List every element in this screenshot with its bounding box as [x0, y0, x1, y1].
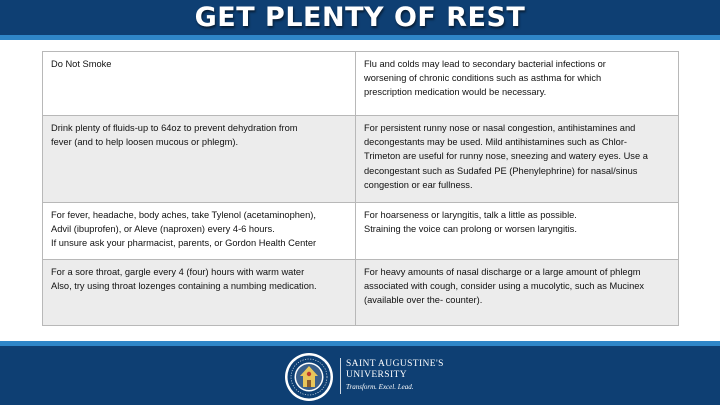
cell-text: (available over the- counter).: [364, 295, 483, 306]
cell-text: For persistent runny nose or nasal congestion, antihistamines and: [364, 123, 636, 133]
logo-line-1: SAINT AUGUSTINE'S: [346, 359, 444, 369]
cell-text: Advil (ibuprofen), or Aleve (naproxen) every 4-6 hours.: [51, 224, 275, 235]
cell-text: For fever, headache, body aches, take Tylenol (acetaminophen),: [51, 210, 316, 220]
cell-text: Trimeton are useful for runny nose, sneezing and watery eyes. Use a: [364, 151, 648, 162]
table-cell-right: [356, 52, 678, 115]
header-accent-stripe: [0, 35, 720, 40]
cell-text: For a sore throat, gargle every 4 (four) hours with warm water: [51, 267, 305, 277]
table-row: [43, 115, 678, 202]
table-cell-left: [43, 203, 356, 259]
table-row: [43, 259, 678, 325]
cell-text: worsening of chronic conditions such as asthma for which: [364, 73, 602, 84]
cell-text: fever (and to help loosen mucous or phlegm).: [51, 137, 239, 148]
logo-line-2: UNIVERSITY: [346, 370, 407, 380]
cell-text: For hoarseness or laryngitis, talk a little as possible.: [364, 210, 577, 220]
table-cell-right: [356, 203, 678, 259]
table-cell-left: [43, 52, 356, 115]
table-cell-right: [356, 260, 678, 325]
university-logo-text: [346, 359, 444, 391]
cell-text: congestion or ear fullness.: [364, 179, 473, 190]
cell-text: decongestant such as Sudafed PE (Phenylephrine) for nasal/sinus: [364, 165, 638, 176]
tips-table: [42, 51, 679, 326]
table-cell-right: [356, 116, 678, 202]
logo-tagline: Transform. Excel. Lead.: [346, 383, 414, 391]
cell-text: For heavy amounts of nasal discharge or a large amount of phlegm: [364, 267, 641, 277]
slide-title: GET PLENTY OF REST: [194, 2, 526, 33]
header-bar: [0, 0, 720, 35]
cell-text: Also, try using throat lozenges containing a numbing medication.: [51, 281, 317, 292]
university-seal-icon: [284, 352, 334, 402]
cell-text: If unsure ask your pharmacist, parents, or Gordon Health Center: [51, 238, 317, 249]
table-cell-left: [43, 260, 356, 325]
cell-text: decongestants may be used. Mild antihistamines such as Chlor-: [364, 137, 628, 148]
table-row: [43, 202, 678, 259]
table-cell-left: [43, 116, 356, 202]
cell-text: prescription medication would be necessary.: [364, 87, 547, 98]
cell-text: Straining the voice can prolong or worsen laryngitis.: [364, 224, 577, 235]
table-row: [43, 52, 678, 115]
logo-divider: [340, 358, 341, 394]
cell-text: Flu and colds may lead to secondary bacterial infections or: [364, 59, 606, 69]
cell-text: associated with cough, consider using a mucolytic, such as Mucinex: [364, 281, 645, 292]
cell-text: Drink plenty of fluids-up to 64oz to prevent dehydration from: [51, 123, 298, 133]
cell-text: Do Not Smoke: [51, 59, 112, 69]
